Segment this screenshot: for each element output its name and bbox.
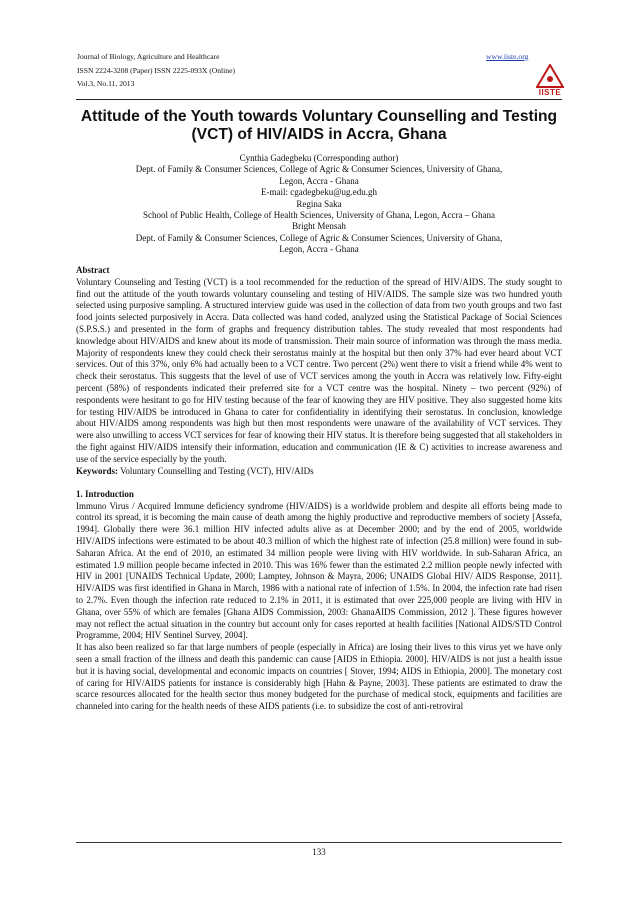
journal-issn: ISSN 2224-3208 (Paper) ISSN 2225-093X (Online): [77, 65, 235, 75]
logo-text: IISTE: [538, 88, 562, 97]
intro-paragraph-2: It has also been realized so far that large numbers of people (especially in Africa) are losing their lives to this virus yet we have only seen a small fraction of the illness and death this pandemic can cause [AIDS in Ethiopia. 2000]. HIV/AIDS is not just a health issue but it is having social, developmental and economic impacts on countries [ Stover, 1994; AIDS in Ethiopia, 2000]. The monetary cost of caring for HIV/AIDS patients for instance is considerably high [Hahn & Payne, 2003]. These patients are estimated to draw the scarce resources allocated for the health sector thus money budgeted for the purchase of medical stock, equipments and facilities are channeled into caring for the health needs of these AIDS patients (i.e. to subsidize the cost of anti-retroviral: [76, 642, 562, 712]
paper-body: [76, 265, 562, 713]
journal-name: Journal of Biology, Agriculture and Healthcare: [77, 52, 220, 61]
footer-rule: [76, 842, 562, 843]
website-link[interactable]: www.iiste.org: [486, 52, 529, 61]
paper-title: Attitude of the Youth towards Voluntary Counselling and Testing (VCT) of HIV/AIDS in Accra, Ghana: [80, 108, 558, 143]
author-block: [76, 153, 562, 256]
journal-volume: Vol.3, No.11, 2013: [77, 79, 135, 89]
iiste-logo: [536, 64, 564, 98]
author-line: Cynthia Gadegbeku (Corresponding author): [239, 153, 399, 163]
author-line: Dept. of Family & Consumer Sciences, College of Agric & Consumer Sciences, University of Ghana,: [135, 232, 503, 243]
keywords-label: Keywords:: [76, 465, 118, 476]
author-line: Regina Saka: [296, 198, 342, 209]
abstract-text: Voluntary Counseling and Testing (VCT) is a tool recommended for the reduction of the spread of HIV/AIDS. The study sought to find out the attitude of the youth towards voluntary counseling and testing of HIV/AIDS. The sample size was two hundred youth selected using purposive sampling. A structured interview guide was used in the collection of data from two youth groups and two fast food joints selected purposively in Accra. Data collected was hand coded, analyzed using the Statistical Package of Social Sciences (S.P.S.S.) and presented in the form of graphs and frequency distribution tables. The study revealed that most respondents had knowledge about HIV/AIDS and knew about its mode of transmission. Their main source of information was through the mass media. Majority of respondents knew they could check their serostatus mainly at the hospital but then only 37% had ever heard about VCT services. Out of this 37%, only 6% had actually been to a VCT centre. Two percent (2%) went there to visit a friend while 4% went to check their serostatus. This suggests that the level of use of VCT services among the youth in Accra was relatively low. Fifty-eight percent (58%) of respondents indicated their preferred site for a VCT centre was the hospital. Ninety – two percent (92%) of respondents were hesitant to go for HIV testing because of the fear of knowing they are HIV positive. They also suggested home kits for testing HIV/AIDS be introduced in Ghana to cater for confidentiality in identifying their serostatus. In conclusion, knowledge about HIV/AIDS among respondents was high but then most respondents were unaware of the availability of VCT services. They were also unwilling to access VCT services for fear of knowing their HIV status. It is therefore being suggested that all stakeholders in the fight against HIV/AIDS intensify their information, education and communication (IE & C) activities to increase awareness and use of the service especially by the youth.: [76, 276, 562, 464]
header-rule: [76, 99, 562, 100]
page-number: 133: [312, 847, 326, 857]
author-line: Dept. of Family & Consumer Sciences, College of Agric & Consumer Sciences, University of Ghana,: [135, 164, 503, 175]
journal-header: [77, 50, 437, 91]
keywords-text: Voluntary Counselling and Testing (VCT), HIV/AIDs: [120, 465, 314, 476]
author-line: School of Public Health, College of Health Sciences, University of Ghana, Legon, Accra – Ghana: [143, 210, 495, 221]
author-line: Bright Mensah: [292, 221, 346, 232]
intro-paragraph-1: Immuno Virus / Acquired Immune deficiency syndrome (HIV/AIDS) is a worldwide problem and despite all efforts being made to control its spread, it is becoming the main cause of death among the highly productive and reproductive members of society [Assefa, 1994]. Globally there were 36.1 million HIV infected adults alive as at December 2000; and by the end of 2005, worldwide HIV/AIDS infections were estimated to be about 40.3 million of which the highest rate of infection (25.8 million) were found in sub-Saharan Africa. At the end of 2010, an estimated 34 million people were living with HIV worldwide. In sub-Saharan Africa, an estimated 1.9 million people became infected in 2010. This was 16% fewer than the estimated 2.2 million people newly infected with HIV in 2001 [UNAIDS Technical Update, 2000; Lamptey, Johnson & Mayra, 2006; UNAIDS Global HIV/ AIDS Response, 2011]. HIV/AIDS was first identified in Ghana in March, 1986 with a national rate of infection of 1.5%. In 2004, the infection rate had risen to 2.7%. Even though the infection rate reduced to 2.1% in 2011, it is estimated that over 225,000 people are living with HIV in Ghana, over 55% of which are females [Ghana AIDS Commission, 2003: GhanaAIDS Commission, 2012 ]. These figures however may not reflect the actual situation in the country but account only for cases reported at health facilities [National AIDS/STD Control Programme, 2004; HIV Sentinel Survey, 2004].: [76, 500, 562, 641]
abstract-heading: Abstract: [76, 265, 110, 275]
section-heading: 1. Introduction: [76, 488, 134, 499]
author-line: Legon, Accra - Ghana: [279, 175, 359, 186]
iiste-logo-icon: [536, 64, 564, 88]
author-email: E-mail: cgadegbeku@ug.edu.gh: [260, 187, 377, 198]
keywords-line: [76, 466, 562, 478]
author-line: Legon, Accra - Ghana: [279, 244, 359, 255]
